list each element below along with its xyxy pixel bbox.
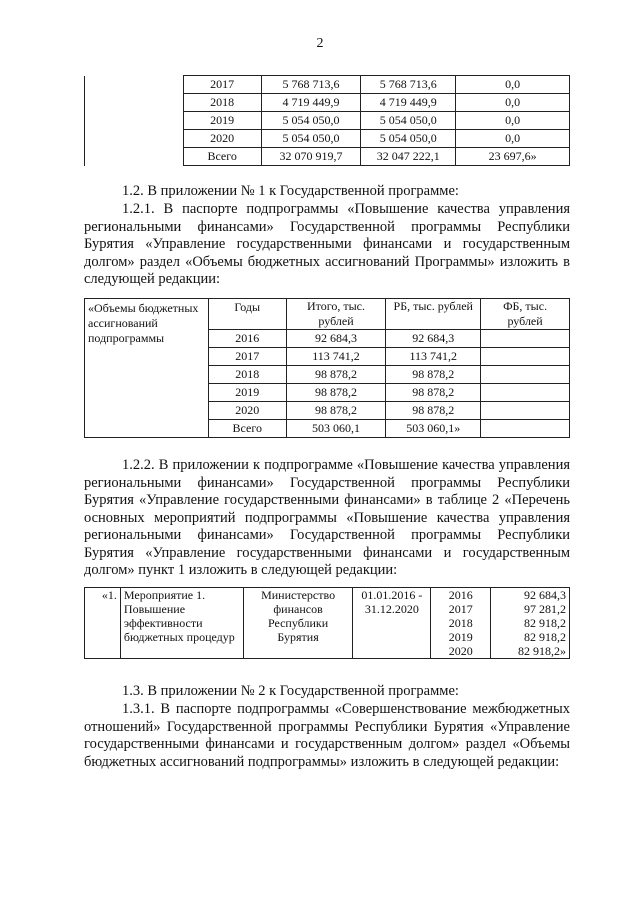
paragraph-1-3-1: 1.3.1. В паспорте подпрограммы «Совершенствование межбюджетных отношений» Государственной программы Республики Бурятия «Управление государственными финансами и государственным долгом» раздел «Объемы бюджетных ассигнований подпрограммы» изложить в следующей редакции: [84, 701, 570, 770]
paragraph-1-2-1: 1.2.1. В паспорте подпрограммы «Повышение качества управления региональными финансами» Государственной программы Республики Бурятия «Управление государственными финансами и государственным долгом» раздел «Объемы бюджетных ассигнований Программы» изложить в следующей редакции: [84, 201, 570, 287]
rb-cell: 98 878,2 [386, 384, 481, 402]
empty-cell [85, 76, 184, 166]
total-cell: 98 878,2 [286, 366, 386, 384]
paragraph-1-3: 1.3. В приложении № 2 к Государственной программе: [122, 683, 459, 699]
rb-cell: 503 060,1» [386, 420, 481, 438]
rb-cell: 5 768 713,6 [361, 76, 456, 94]
fb-cell [481, 420, 570, 438]
paragraph-1-2-2: 1.2.2. В приложении к подпрограмме «Повышение качества управления региональными финансами» Государственной программы Республики Бурятия «Управление государственными финансами» в таблице 2 «Перечень основных мероприятий подпрограммы «Повышение качества управления региональными финансами» Государственной программы Республики Бурятия «Управление государственными финансами и государственным долгом» пункт 1 изложить в следующей редакции: [84, 457, 570, 578]
budget-allocations-table [84, 298, 570, 438]
fb-cell [481, 330, 570, 348]
activity-table [84, 587, 570, 659]
year-item: 2020 [448, 644, 473, 658]
activity-name: Мероприятие 1. Повышение эффективности бюджетных процедур [120, 588, 243, 659]
activity-years [431, 588, 491, 659]
value-item: 82 918,2 [524, 616, 566, 630]
header-years: Годы [208, 299, 286, 330]
header-fb: ФБ, тыс. рублей [481, 299, 570, 330]
budget-table-continuation [84, 75, 570, 166]
rb-cell: 5 054 050,0 [361, 112, 456, 130]
total-cell: 5 768 713,6 [261, 76, 361, 94]
year-cell: 2019 [183, 112, 261, 130]
rb-cell: 32 047 222,1 [361, 148, 456, 166]
total-cell: 503 060,1 [286, 420, 386, 438]
year-item: 2016 [448, 588, 473, 602]
fb-cell: 0,0 [456, 112, 570, 130]
total-cell: 4 719 449,9 [261, 94, 361, 112]
year-cell: 2020 [183, 130, 261, 148]
header-total: Итого, тыс. рублей [286, 299, 386, 330]
activity-organization: Министерство финансов Республики Бурятия [243, 588, 353, 659]
year-cell: Всего [208, 420, 286, 438]
year-cell: 2018 [208, 366, 286, 384]
fb-cell [481, 348, 570, 366]
rb-cell: 92 684,3 [386, 330, 481, 348]
fb-cell: 23 697,6» [456, 148, 570, 166]
year-cell: Всего [183, 148, 261, 166]
fb-cell [481, 402, 570, 420]
year-cell: 2018 [183, 94, 261, 112]
year-item: 2019 [448, 630, 473, 644]
paragraph-1-2: 1.2. В приложении № 1 к Государственной программе: [122, 183, 459, 199]
activity-values [491, 588, 570, 659]
total-cell: 32 070 919,7 [261, 148, 361, 166]
fb-cell [481, 366, 570, 384]
fb-cell [481, 384, 570, 402]
year-cell: 2020 [208, 402, 286, 420]
total-cell: 98 878,2 [286, 384, 386, 402]
value-item: 97 281,2 [524, 602, 566, 616]
year-cell: 2016 [208, 330, 286, 348]
rb-cell: 98 878,2 [386, 402, 481, 420]
fb-cell: 0,0 [456, 130, 570, 148]
rb-cell: 98 878,2 [386, 366, 481, 384]
rb-cell: 113 741,2 [386, 348, 481, 366]
header-rb: РБ, тыс. рублей [386, 299, 481, 330]
fb-cell: 0,0 [456, 94, 570, 112]
year-cell: 2017 [183, 76, 261, 94]
activity-period: 01.01.2016 - 31.12.2020 [353, 588, 431, 659]
table-header-row [85, 299, 570, 330]
year-cell: 2017 [208, 348, 286, 366]
year-cell: 2019 [208, 384, 286, 402]
total-cell: 98 878,2 [286, 402, 386, 420]
year-item: 2017 [448, 602, 473, 616]
total-cell: 113 741,2 [286, 348, 386, 366]
table-row [85, 76, 570, 94]
total-cell: 5 054 050,0 [261, 130, 361, 148]
rb-cell: 4 719 449,9 [361, 94, 456, 112]
activity-number: «1. [85, 588, 121, 659]
value-item: 92 684,3 [524, 588, 566, 602]
year-item: 2018 [448, 616, 473, 630]
fb-cell: 0,0 [456, 76, 570, 94]
allocations-label: «Объемы бюджетных ассигнований подпрограммы [85, 299, 209, 438]
total-cell: 5 054 050,0 [261, 112, 361, 130]
value-item: 82 918,2 [524, 630, 566, 644]
value-item: 82 918,2» [518, 644, 566, 658]
table-row [85, 588, 570, 659]
rb-cell: 5 054 050,0 [361, 130, 456, 148]
page-number: 2 [316, 36, 324, 51]
total-cell: 92 684,3 [286, 330, 386, 348]
